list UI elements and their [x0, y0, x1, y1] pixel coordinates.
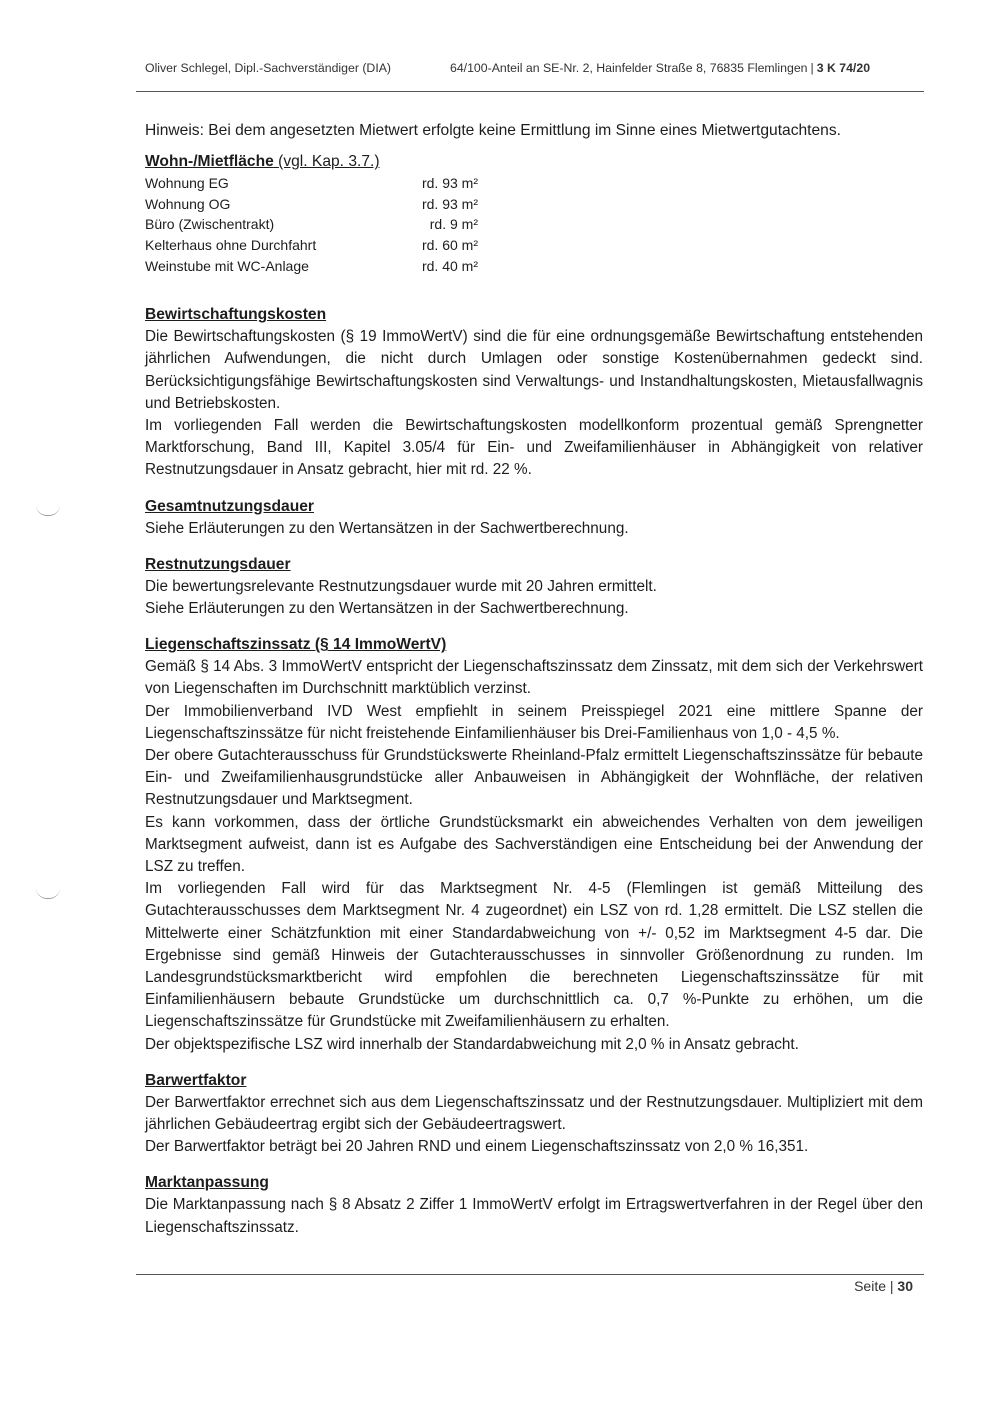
paragraph: Der Immobilienverband IVD West empfiehlt in seinem Preisspiegel 2021 eine mittlere Spanne der Liegenschaftszinssätze für nicht freistehende Einfamilienhäuser bis Drei-Familienhaus von 1,0 - 4,5 %.: [145, 702, 923, 742]
area-value: rd. 93 m²: [421, 175, 478, 192]
area-row: [145, 194, 478, 215]
paragraph: Der objektspezifische LSZ wird innerhalb der Standardabweichung mit 2,0 % in Ansatz gebracht.: [145, 1035, 799, 1053]
section-barwertfaktor: [145, 1070, 923, 1159]
paragraph: Es kann vorkommen, dass der örtliche Grundstücksmarkt ein abweichendes Verhalten von dem jeweiligen Marktsegment aufweist, dann ist es Aufgabe des Sachverständigen eine Entscheidung bei der Anwendung der LSZ zu treffen.: [145, 813, 923, 876]
section-marktanpassung: [145, 1172, 923, 1238]
header-rule: [136, 91, 924, 92]
footer-rule: [136, 1274, 924, 1275]
area-value: rd. 40 m²: [421, 257, 478, 274]
paragraph: Siehe Erläuterungen zu den Wertansätzen in der Sachwertberechnung.: [145, 600, 629, 617]
area-label: Wohnung OG: [145, 195, 231, 212]
area-list: [145, 173, 923, 276]
area-row: [145, 256, 478, 277]
footer-page-number: 30: [897, 1278, 913, 1294]
footer-separator: |: [889, 1278, 894, 1294]
paragraph: Im vorliegenden Fall wird für das Marktsegment Nr. 4-5 (Flemlingen ist gemäß Mitteilung des Gutachterausschusses dem Marktsegment Nr. 4 zugeordnet) ein LSZ von rd. 1,28 ermittelt. Die LSZ stellen die Mittelwerte einer Schätzfunktion mit einer Standardabweichung von +/- 0,52 im Marktsegment 4-5 dar. Die Ergebnisse sind gemäß Hinweis der Gutachterausschusses in sinnvoller Größenordnung zu runden. Im Landesgrundstücksmarktbericht wird empfohlen die berechneten Liegenschaftszinssätze für mit Einfamilienhäusern bebaute Grundstücke um durchschnittlich ca. 0,7 %-Punkte zu erhöhen, um die Liegenschaftszinssätze für Grundstücke mit Zweifamilienhäusern zu erhalten.: [145, 880, 923, 1031]
area-title-note: (vgl. Kap. 3.7.): [278, 153, 380, 171]
paragraph: Der Barwertfaktor errechnet sich aus dem Liegenschaftszinssatz und der Restnutzungsdauer. Multipliziert mit dem jährlichen Gebäudeertrag ergibt sich der Gebäudeertragswert.: [145, 1093, 923, 1134]
rent-hint: Hinweis: Bei dem angesetzten Mietwert erfolgte keine Ermittlung im Sinne eines Mietwertgutachtens.: [145, 122, 841, 139]
paragraph: Der obere Gutachterausschuss für Grundstückswerte Rheinland-Pfalz ermittelt Liegenschaftszinssätze für bebaute Ein- und Zweifamilienhausgrundstücke aller Anbauweisen in Abhängigkeit der Wohnfläche, der relativen Restnutzungsdauer und Marktsegment.: [145, 747, 923, 809]
section-heading: Marktanpassung: [145, 1174, 269, 1192]
paragraph: Der Barwertfaktor beträgt bei 20 Jahren RND und einem Liegenschaftszinssatz von 2,0 % 16,351.: [145, 1138, 809, 1156]
paragraph: Gemäß § 14 Abs. 3 ImmoWertV entspricht der Liegenschaftszinssatz dem Zinssatz, mit dem sich der Verkehrswert von Liegenschaften im Durchschnitt marktüblich verzinst.: [145, 658, 923, 698]
section-heading: Barwertfaktor: [145, 1071, 247, 1089]
area-label: Büro (Zwischentrakt): [145, 216, 275, 233]
header-subject: [450, 61, 870, 75]
area-value: rd. 93 m²: [421, 195, 478, 212]
section-liegenschaftszinssatz: [145, 634, 923, 1056]
paragraph: Siehe Erläuterungen zu den Wertansätzen in der Sachwertberechnung.: [145, 519, 629, 537]
area-row: [145, 235, 478, 256]
area-value: rd. 60 m²: [421, 236, 478, 253]
paragraph: Die Bewirtschaftungskosten (§ 19 ImmoWertV) sind die für eine ordnungsgemäße Bewirtschaftung entstehenden jährlichen Aufwendungen, die nicht durch Umlagen oder sonstige Kostenübernahmen gedeckt sind. Berücksichtigungsfähige Bewirtschaftungskosten sind Verwaltungs- und Instandhaltungskosten, Mietausfallwagnis und Betriebskosten.: [145, 328, 923, 412]
header-case-number: 3 K 74/20: [816, 61, 871, 75]
section-bewirtschaftungskosten: [145, 304, 923, 481]
scan-punch-mark: [36, 505, 60, 516]
scan-punch-mark: [36, 888, 60, 899]
area-value: rd. 9 m²: [429, 216, 478, 233]
area-label: Kelterhaus ohne Durchfahrt: [145, 236, 317, 253]
area-row: [145, 173, 478, 194]
area-label: Weinstube mit WC-Anlage: [145, 257, 309, 274]
section-restnutzungsdauer: [145, 554, 923, 620]
section-gesamtnutzungsdauer: [145, 496, 923, 540]
section-heading: Liegenschaftszinssatz (§ 14 ImmoWertV): [145, 636, 447, 654]
section-heading: Gesamtnutzungsdauer: [145, 497, 314, 515]
paragraph: Die Marktanpassung nach § 8 Absatz 2 Ziffer 1 ImmoWertV erfolgt im Ertragswertverfahren in der Regel über den Liegenschaftszinssatz.: [145, 1196, 923, 1236]
area-title: Wohn-/Mietfläche: [145, 153, 274, 171]
footer-page-label: Seite: [854, 1278, 886, 1294]
header-author: Oliver Schlegel, Dipl.-Sachverständiger (DIA): [145, 61, 392, 75]
paragraph: Im vorliegenden Fall werden die Bewirtschaftungskosten modellkonform prozentual gemäß Sprengnetter Marktforschung, Band III, Kapitel 3.05/4 für Ein- und Zweifamilienhäuser in Abhängigkeit von relativer Restnutzungsdauer in Ansatz gebracht, hier mit rd. 22 %.: [145, 416, 923, 479]
page-body: [145, 120, 923, 1239]
section-heading: Bewirtschaftungskosten: [145, 306, 327, 324]
area-label: Wohnung EG: [145, 175, 229, 192]
area-row: [145, 214, 478, 235]
area-heading: [145, 151, 923, 173]
paragraph: Die bewertungsrelevante Restnutzungsdauer wurde mit 20 Jahren ermittelt.: [145, 577, 657, 595]
section-heading: Restnutzungsdauer: [145, 555, 291, 573]
header-subject-text: 64/100-Anteil an SE-Nr. 2, Hainfelder Straße 8, 76835 Flemlingen: [450, 61, 808, 75]
page-header: [145, 61, 925, 85]
page-footer: [780, 1278, 913, 1294]
header-separator: |: [810, 61, 814, 75]
